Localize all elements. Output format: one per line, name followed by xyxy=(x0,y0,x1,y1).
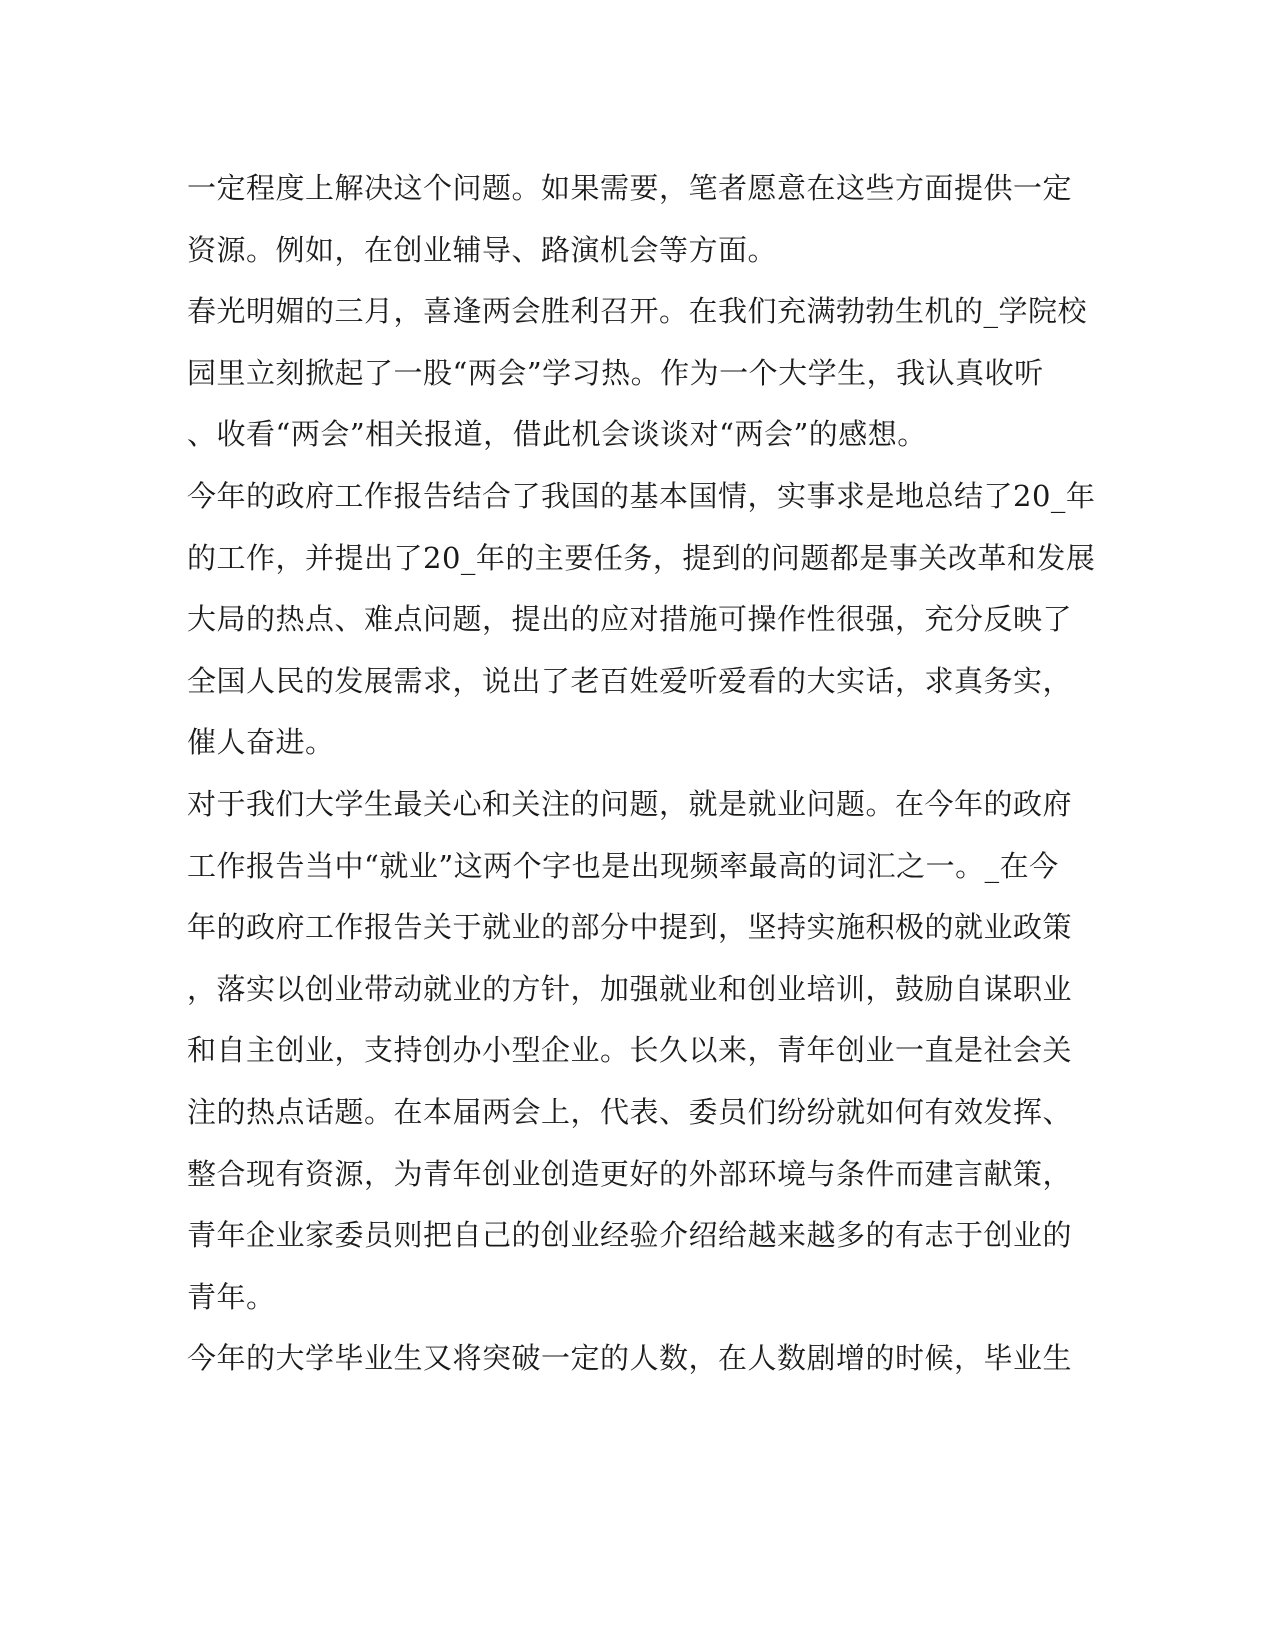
text-line: 资源。例如，在创业辅导、路演机会等方面。 xyxy=(187,232,778,267)
text-line: 青年企业家委员则把自己的创业经验介绍给越来越多的有志于创业的 xyxy=(187,1218,1073,1253)
text-line: 对于我们大学生最关心和关注的问题，就是就业问题。在今年的政府 xyxy=(187,786,1073,821)
text-line: 整合现有资源，为青年创业创造更好的外部环境与条件而建言献策， xyxy=(187,1156,1073,1191)
text-line: 春光明媚的三月，喜逢两会胜利召开。在我们充满勃勃生机的_学院校 xyxy=(187,294,1088,329)
text-line: 今年的政府工作报告结合了我国的基本国情，实事求是地总结了20_年 xyxy=(187,478,1096,513)
text-line: 大局的热点、难点问题，提出的应对措施可操作性很强，充分反映了 xyxy=(187,602,1073,637)
text-line: 一定程度上解决这个问题。如果需要，笔者愿意在这些方面提供一定 xyxy=(187,171,1073,205)
text-line: 工作报告当中“就业”这两个字也是出现频率最高的词汇之一。_在今 xyxy=(187,848,1059,883)
text-line: 园里立刻掀起了一股“两会”学习热。作为一个大学生，我认真收听 xyxy=(187,355,1044,390)
text-line: 全国人民的发展需求，说出了老百姓爱听爱看的大实话，求真务实， xyxy=(187,663,1073,698)
text-line: 的工作，并提出了20_年的主要任务，提到的问题都是事关改革和发展 xyxy=(187,540,1096,575)
text-line: 今年的大学毕业生又将突破一定的人数，在人数剧增的时候，毕业生 xyxy=(187,1341,1073,1376)
text-line: 催人奋进。 xyxy=(187,725,335,760)
text-line: 青年。 xyxy=(187,1279,276,1314)
text-line: 注的热点话题。在本届两会上，代表、委员们纷纷就如何有效发挥、 xyxy=(187,1094,1073,1129)
text-line: 和自主创业，支持创办小型企业。长久以来，青年创业一直是社会关 xyxy=(187,1033,1073,1068)
text-line: ，落实以创业带动就业的方针，加强就业和创业培训，鼓励自谋职业 xyxy=(187,971,1073,1006)
body-text xyxy=(187,158,1096,1390)
text-line: 年的政府工作报告关于就业的部分中提到，坚持实施积极的就业政策 xyxy=(187,910,1073,945)
text-line: 、收看“两会”相关报道，借此机会谈谈对“两会”的感想。 xyxy=(187,417,927,452)
